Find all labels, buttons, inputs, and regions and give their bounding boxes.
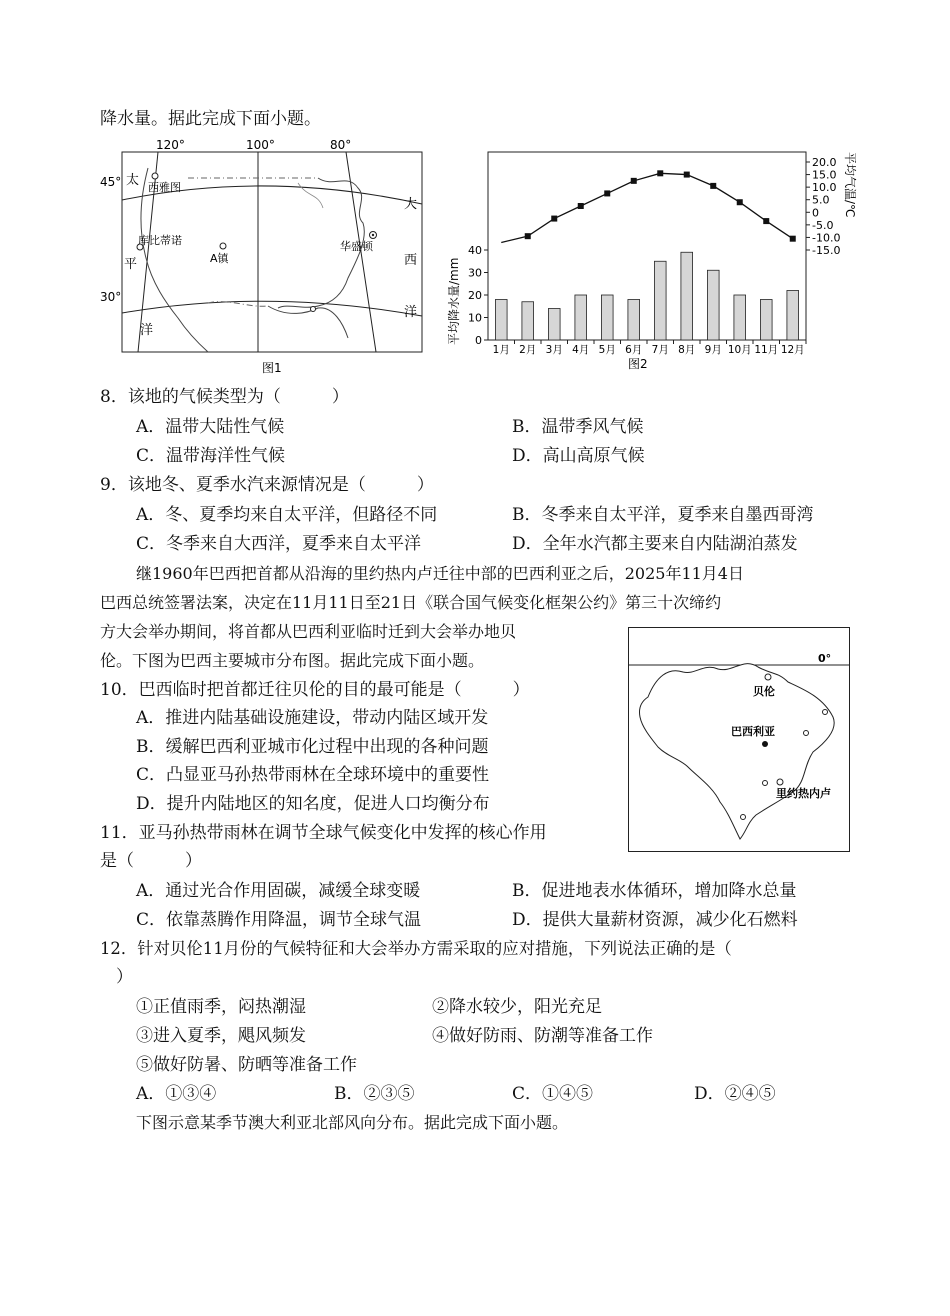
temperature-point [684, 172, 690, 178]
passage2-line-4: 伦。下图为巴西主要城市分布图。据此完成下面小题。 [100, 651, 485, 670]
a-town-label: A镇 [210, 252, 229, 265]
right-tick-label: 15.0 [812, 168, 837, 182]
precip-bar [787, 291, 799, 341]
q10-option-c[interactable]: C．凸显亚马孙热带雨林在全球环境中的重要性 [136, 765, 490, 785]
precip-bar [575, 295, 587, 340]
precip-bar [707, 270, 719, 340]
ocean-right-char-2: 西 [404, 253, 418, 268]
q10-option-b[interactable]: B．缓解巴西利亚城市化过程中出现的各种问题 [136, 737, 489, 757]
temperature-point [710, 183, 716, 189]
belem-marker [765, 674, 771, 680]
belem-label: 贝伦 [753, 685, 775, 698]
month-label: 11月 [754, 344, 779, 356]
month-label: 4月 [572, 344, 590, 356]
temperature-point [551, 216, 557, 222]
figure-2-climate-chart [448, 140, 858, 375]
q8-stem: 8．该地的气候类型为（ ） [100, 387, 349, 407]
passage2-line-2: 巴西总统签署法案，决定在11月11日至21日《联合国气候变化框架公约》第三十次缔约 [100, 593, 722, 612]
q12-option-d[interactable]: D．②④⑤ [694, 1084, 776, 1104]
ocean-right-char-1: 大 [404, 197, 418, 212]
right-tick-label: -10.0 [812, 231, 841, 245]
right-tick-label: 20.0 [812, 156, 837, 169]
temperature-point [763, 218, 769, 224]
precip-bar [522, 302, 534, 340]
left-tick-label: 10 [468, 311, 482, 325]
q12-stem-line-2: ） [116, 967, 133, 987]
month-label: 10月 [727, 344, 752, 356]
month-label: 1月 [492, 344, 510, 356]
right-tick-label: 5.0 [812, 193, 830, 207]
month-label: 2月 [519, 344, 537, 356]
temperature-point [578, 203, 584, 209]
passage2-line-1: 继1960年巴西把首都从沿海的里约热内卢迁往中部的巴西利亚之后，2025年11月4日 [136, 564, 744, 583]
ocean-right-char-3: 洋 [404, 305, 418, 320]
q12-option-b[interactable]: B．②③⑤ [334, 1084, 415, 1104]
q9-option-a[interactable]: A．冬、夏季均来自太平洋，但路径不同 [136, 505, 438, 525]
lon-label-80: 80° [330, 138, 352, 152]
lon-label-120: 120° [156, 138, 185, 152]
brazil-map [628, 627, 850, 852]
temperature-point [657, 170, 663, 176]
precip-bar [654, 261, 666, 340]
temperature-point [790, 236, 796, 242]
lat-label-45: 45° [100, 175, 122, 189]
month-label: 7月 [651, 344, 669, 356]
precip-bar [628, 300, 640, 341]
month-label: 5月 [598, 344, 616, 356]
month-label: 8月 [678, 344, 696, 356]
lat-label-30: 30° [100, 290, 122, 304]
q12-option-a[interactable]: A．①③④ [136, 1084, 217, 1104]
rio-marker [777, 779, 783, 785]
temperature-point [604, 190, 610, 196]
q10-option-d[interactable]: D．提升内陆地区的知名度，促进人口均衡分布 [136, 794, 490, 814]
brasilia-marker [762, 741, 768, 747]
precip-bar [760, 300, 772, 341]
seattle-marker [152, 173, 158, 179]
q8-option-a[interactable]: A．温带大陆性气候 [136, 417, 285, 437]
figure-2-caption: 图2 [628, 357, 648, 371]
ocean-left-char-2: 平 [124, 257, 138, 272]
right-tick-label: -15.0 [812, 244, 841, 257]
lon-label-100: 100° [246, 138, 275, 152]
month-label: 3月 [545, 344, 563, 356]
q12-statement-1: ①正值雨季，闷热潮湿 [136, 997, 306, 1017]
q9-option-b[interactable]: B．冬季来自太平洋，夏季来自墨西哥湾 [512, 505, 814, 525]
q11-option-c[interactable]: C．依靠蒸腾作用降温，调节全球气温 [136, 910, 422, 930]
left-tick-label: 30 [468, 266, 482, 280]
y-left-axis-label: 平均降水量/mm [447, 257, 461, 345]
q12-statement-3: ③进入夏季，飓风频发 [136, 1026, 306, 1046]
q11-stem-line-2: 是（ ） [100, 851, 202, 871]
temperature-point [737, 199, 743, 205]
intro-text: 降水量。据此完成下面小题。 [100, 109, 321, 129]
left-tick-label: 20 [468, 289, 482, 302]
q11-option-a[interactable]: A．通过光合作用固碳，减缓全球变暖 [136, 881, 421, 901]
cupertino-label: 库比蒂诺 [138, 234, 182, 247]
right-tick-label: 0 [812, 206, 819, 220]
q8-option-b[interactable]: B．温带季风气候 [512, 417, 644, 437]
q12-option-c[interactable]: C．①④⑤ [512, 1084, 594, 1104]
month-label: 12月 [780, 344, 805, 356]
q12-statement-4: ④做好防雨、防潮等准备工作 [432, 1026, 653, 1046]
q9-option-d[interactable]: D．全年水汽都主要来自内陆湖泊蒸发 [512, 534, 798, 554]
precip-bar [734, 295, 746, 340]
figure-1-caption: 图1 [262, 361, 282, 375]
brasilia-label: 巴西利亚 [731, 725, 775, 738]
q10-stem: 10．巴西临时把首都迁往贝伦的目的最可能是（ ） [100, 680, 530, 700]
q12-statement-2: ②降水较少，阳光充足 [432, 997, 602, 1017]
passage2-line-3: 方大会举办期间，将首都从巴西利亚临时迁到大会举办地贝 [100, 622, 517, 641]
y-right-axis-label: 平均气温/℃ [843, 152, 857, 218]
temperature-point [631, 178, 637, 184]
q11-option-d[interactable]: D．提供大量薪材资源，减少化石燃料 [512, 910, 798, 930]
seattle-label: 西雅图 [148, 181, 181, 194]
q8-option-c[interactable]: C．温带海洋性气候 [136, 446, 286, 466]
q10-option-a[interactable]: A．推进内陆基础设施建设，带动内陆区域开发 [136, 708, 489, 728]
precip-bar [495, 300, 507, 341]
left-tick-label: 0 [475, 334, 482, 347]
month-label: 6月 [625, 344, 643, 356]
precip-bar [681, 252, 693, 340]
q12-statement-5: ⑤做好防暑、防晒等准备工作 [136, 1055, 357, 1075]
q9-option-c[interactable]: C．冬季来自大西洋，夏季来自太平洋 [136, 534, 422, 554]
ocean-left-char-3: 洋 [140, 323, 154, 338]
equator-label: 0° [818, 652, 832, 665]
q8-option-d[interactable]: D．高山高原气候 [512, 446, 645, 466]
temperature-point [525, 233, 531, 239]
q11-option-b[interactable]: B．促进地表水体循环，增加降水总量 [512, 881, 797, 901]
q9-stem: 9．该地冬、夏季水汽来源情况是（ ） [100, 475, 434, 495]
ocean-left-char-1: 太 [126, 173, 140, 188]
a-town-marker [220, 243, 226, 249]
precip-bar [601, 295, 613, 340]
rio-label: 里约热内卢 [776, 787, 831, 800]
figure-1-map [100, 138, 436, 378]
precip-bar [548, 309, 560, 341]
q12-stem-line-1: 12．针对贝伦11月份的气候特征和大会举办方需采取的应对措施，下列说法正确的是（ [100, 939, 732, 958]
washington-label: 华盛顿 [340, 240, 373, 253]
left-tick-label: 40 [468, 244, 482, 257]
q11-stem-line-1: 11．亚马孙热带雨林在调节全球气候变化中发挥的核心作用 [100, 823, 547, 843]
passage3-text: 下图示意某季节澳大利亚北部风向分布。据此完成下面小题。 [136, 1113, 569, 1132]
right-tick-label: -5.0 [812, 218, 834, 232]
month-label: 9月 [704, 344, 722, 356]
right-tick-label: 10.0 [812, 181, 837, 195]
